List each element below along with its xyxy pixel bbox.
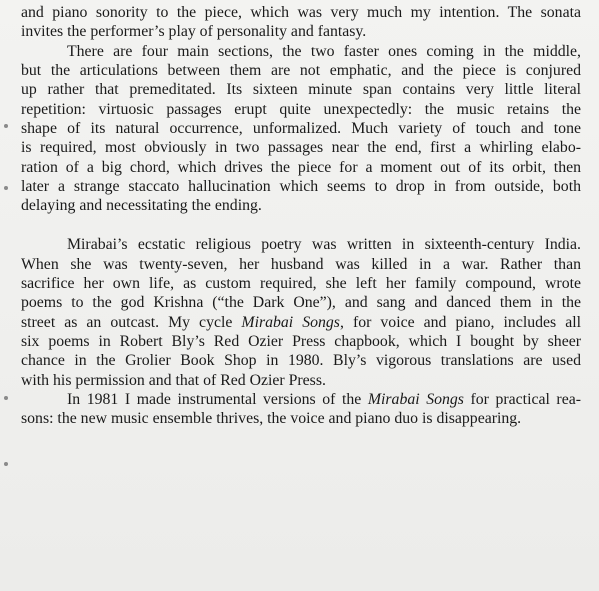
text-line: with his permission and that of Red Ozier Press.	[21, 371, 326, 389]
text-line: When she was twenty-seven, her husband was killed in a war. Rather than	[21, 255, 581, 273]
text-line: poems to the god Krishna (“the Dark One”), and sang and danced them in the	[21, 294, 581, 312]
text-line: There are four main sections, the two faster ones coming in the middle,	[67, 42, 581, 60]
paragraph	[21, 235, 581, 390]
paragraph	[21, 42, 581, 216]
text-line: invites the performer’s play of personality and fantasy.	[21, 23, 367, 41]
text-line: later a strange staccato hallucination which seems to drop in from outside, both	[21, 178, 581, 196]
text-line: sacrifice her own life, as custom required, she left her family compound, wrote	[21, 274, 581, 292]
paragraph	[21, 390, 581, 429]
margin-mark	[4, 396, 8, 400]
paragraph-gap	[21, 216, 581, 236]
text-line: and piano sonority to the piece, which was very much my intention. The sonata	[21, 4, 581, 21]
text-line: but the articulations between them are not emphatic, and the piece is conjured	[21, 62, 581, 80]
text-line: is required, most obviously in two passages near the end, first a whirling elabo-	[21, 139, 581, 157]
italic-title: Mirabai Songs	[241, 313, 340, 331]
text-line: six poems in Robert Bly’s Red Ozier Press chapbook, which I bought by sheer	[21, 333, 581, 350]
body-text	[21, 3, 581, 429]
text-line: ration of a big chord, which drives the piece for a moment out of its orbit, then	[21, 158, 581, 176]
text-line: street as an outcast. My cycle Mirabai Songs, for voice and piano, includes all	[21, 313, 581, 331]
text-line: shape of its natural occurrence, unformalized. Much variety of touch and tone	[21, 120, 581, 138]
text-line: up rather that premeditated. Its sixteen minute span contains very little literal	[21, 81, 581, 99]
text-line: repetition: virtuosic passages erupt quite unexpectedly: the music retains the	[21, 100, 581, 118]
margin-mark	[4, 124, 8, 128]
margin-mark	[4, 186, 8, 190]
paragraph	[21, 3, 581, 42]
italic-title: Mirabai Songs	[367, 391, 464, 409]
margin-mark	[4, 462, 8, 466]
text-line: delaying and necessitating the ending.	[21, 197, 262, 215]
text-line: sons: the new music ensemble thrives, the voice and piano duo is disappearing.	[21, 410, 522, 428]
text-line: Mirabai’s ecstatic religious poetry was written in sixteenth-century India.	[67, 236, 581, 254]
text-line: chance in the Grolier Book Shop in 1980. Bly’s vigorous translations are used	[21, 352, 581, 370]
text-line: In 1981 I made instrumental versions of the Mirabai Songs for practical rea-	[67, 391, 581, 409]
